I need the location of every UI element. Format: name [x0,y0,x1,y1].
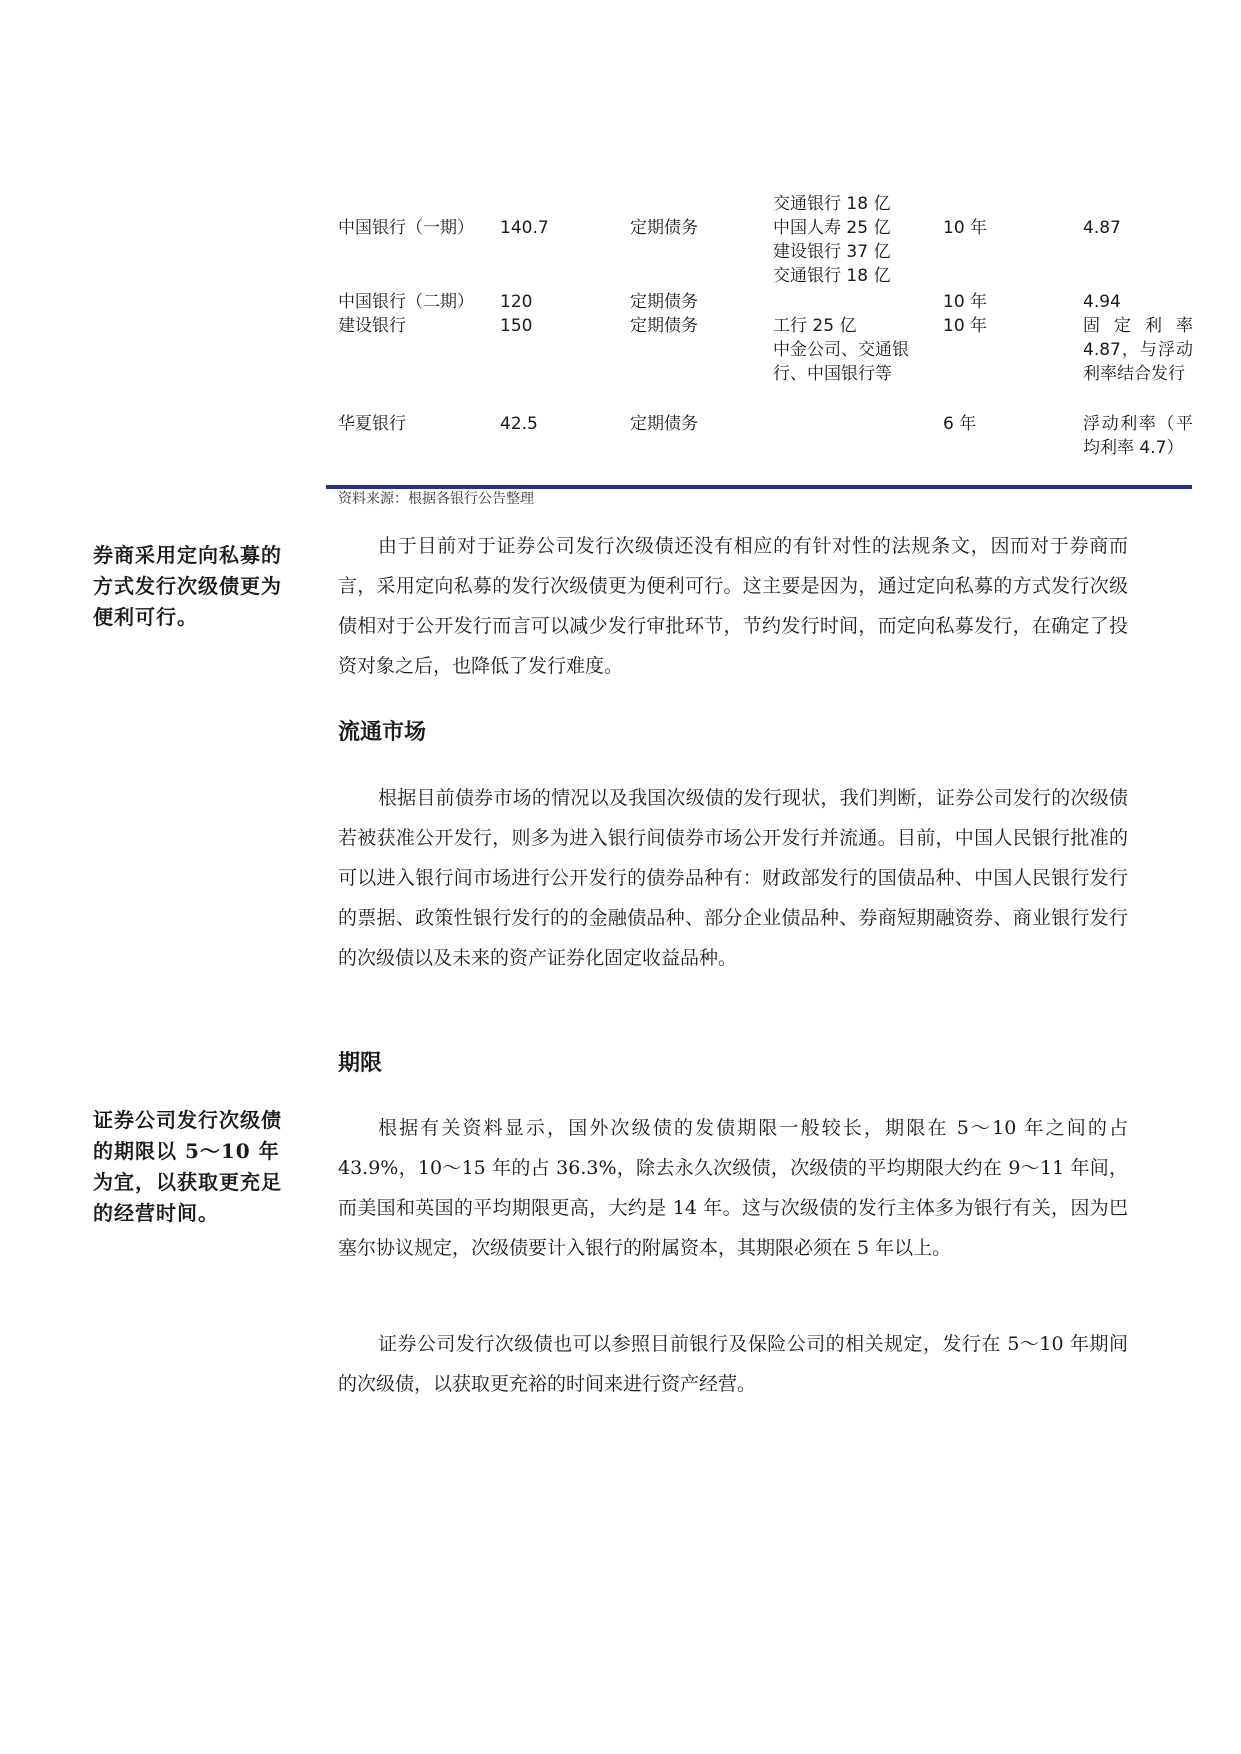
row4-amount: 42.5 [500,414,538,434]
row3-type: 定期债务 [630,316,698,336]
row1-amount: 140.7 [500,218,549,238]
heading-term: 期限 [338,1050,383,1076]
row4-rate: 浮动利率（平均利率 4.7） [1083,414,1193,458]
row1-rate: 4.87 [1083,218,1121,238]
paragraph-secondary-market: 根据目前债券市场的情况以及我国次级债的发行现状，我们判断，证券公司发行的次级债若被获准公开发行，则多为进入银行间债券市场公开发行并流通。目前，中国人民银行批准的可以进入银行间市场进行公开发行的债券品种有：财政部发行的国债品种、中国人民银行发行的票据、政策性银行发行的的金融债品种、部分企业债品种、券商短期融资券、商业银行发行的次级债以及未来的资产证券化固定收益品种。 [338,787,1128,969]
row2-name: 中国银行（二期） [338,292,474,312]
paragraph-private-placement: 由于目前对于证券公司发行次级债还没有相应的有针对性的法规条文，因而对于券商而言，采用定向私募的发行次级债更为便利可行。这主要是因为，通过定向私募的方式发行次级债相对于公开发行而言可以减少发行审批环节，节约发行时间，而定向私募发行，在确定了投资对象之后，也降低了发行难度。 [338,535,1128,677]
row1-buyers: 交通银行 18 亿 中国人寿 25 亿 建设银行 37 亿 交通银行 18 亿 [773,194,891,286]
row1-term: 10 年 [943,218,988,238]
row1-type: 定期债务 [630,218,698,238]
row4-type: 定期债务 [630,414,698,434]
row2-term: 10 年 [943,292,988,312]
row3-name: 建设银行 [338,316,406,336]
paragraph-term-2: 证券公司发行次级债也可以参照目前银行及保险公司的相关规定，发行在 5～10 年期间的次级债，以获取更充裕的时间来进行资产经营。 [338,1333,1128,1395]
row3-amount: 150 [500,316,533,336]
row4-term: 6 年 [943,414,977,434]
sidenote-private-placement: 券商采用定向私募的方式发行次级债更为便利可行。 [93,543,282,629]
row3-buyers: 工行 25 亿 中金公司、交通银行、中国银行等 [773,316,909,384]
row1-name: 中国银行（一期） [338,218,474,238]
row3-rate: 固定利率 4.87，与浮动利率结合发行 [1083,316,1193,384]
table-source-note: 资料来源：根据各银行公告整理 [338,491,534,507]
paragraph-term-1: 根据有关资料显示，国外次级债的发债期限一般较长，期限在 5～10 年之间的占 43.9%，10～15 年的占 36.3%，除去永久次级债，次级债的平均期限大约在 9～11 年间，而美国和英国的平均期限更高，大约是 14 年。这与次级债的发行主体多为银行有关，因为巴塞尔协议规定，次级债要计入银行的附属资本，其期限必须在 5 年以上。 [338,1117,1128,1259]
bond-issuance-table [338,192,1192,484]
sidenote-term: 证券公司发行次级债的期限以 5～10 年为宜，以获取更充足的经营时间。 [93,1108,282,1225]
row3-term: 10 年 [943,316,988,336]
row4-name: 华夏银行 [338,414,406,434]
row2-amount: 120 [500,292,533,312]
heading-secondary-market: 流通市场 [338,719,427,745]
row2-type: 定期债务 [630,292,698,312]
row2-rate: 4.94 [1083,292,1121,312]
